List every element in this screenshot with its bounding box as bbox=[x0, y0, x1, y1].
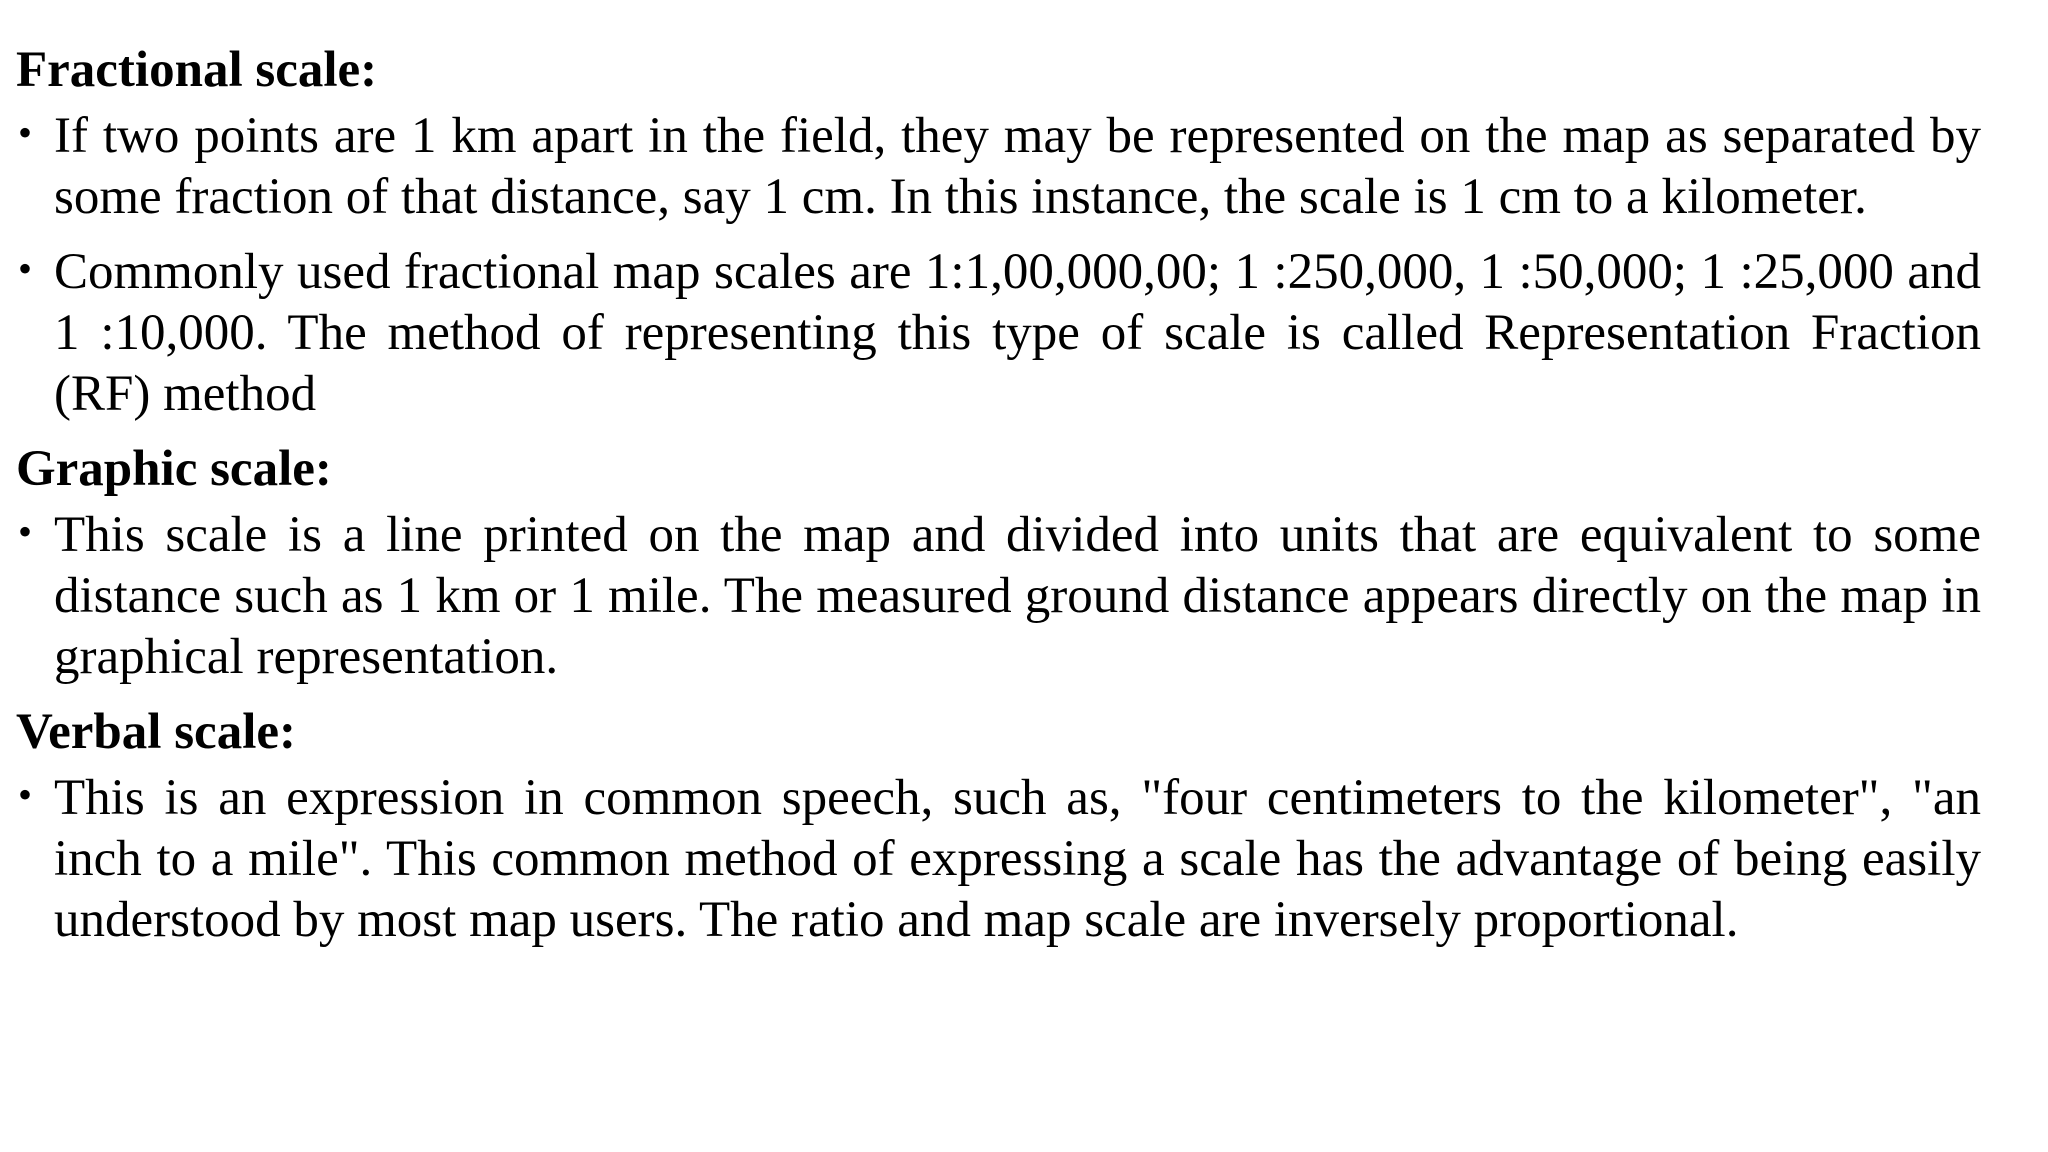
heading-graphic-scale: Graphic scale: bbox=[16, 441, 332, 497]
bullet-text: Commonly used fractional map scales are 1:1,00,000,00; 1 :250,000, 1 :50,000; 1 :25,000 and 1 :10,000. The method of representing this type of scale is called Representation Fraction (RF) method bbox=[54, 244, 1981, 422]
bullet-dot-icon: • bbox=[18, 509, 33, 554]
bullet-fractional-2 bbox=[16, 242, 1981, 425]
bullet-text: If two points are 1 km apart in the field, they may be represented on the map as separated by some fraction of that distance, say 1 cm. In this instance, the scale is 1 cm to a kilometer. bbox=[54, 108, 1981, 225]
bullet-verbal-1 bbox=[16, 768, 1981, 951]
bullet-text: This is an expression in common speech, such as, "four centimeters to the kilometer", "an inch to a mile". This common method of expressing a scale has the advantage of being easily understood by most map users. The ratio and map scale are inversely proportional. bbox=[54, 770, 1981, 948]
bullet-fractional-1 bbox=[16, 106, 1981, 228]
bullet-dot-icon: • bbox=[18, 246, 33, 291]
heading-fractional-scale: Fractional scale: bbox=[16, 42, 378, 98]
bullet-graphic-1 bbox=[16, 505, 1981, 688]
bullet-dot-icon: • bbox=[18, 772, 33, 817]
document-page bbox=[16, 40, 1981, 965]
bullet-dot-icon: • bbox=[18, 110, 33, 155]
bullet-text: This scale is a line printed on the map and divided into units that are equivalent to some distance such as 1 km or 1 mile. The measured ground distance appears directly on the map in graphical representation. bbox=[54, 507, 1981, 685]
heading-verbal-scale: Verbal scale: bbox=[16, 704, 296, 760]
